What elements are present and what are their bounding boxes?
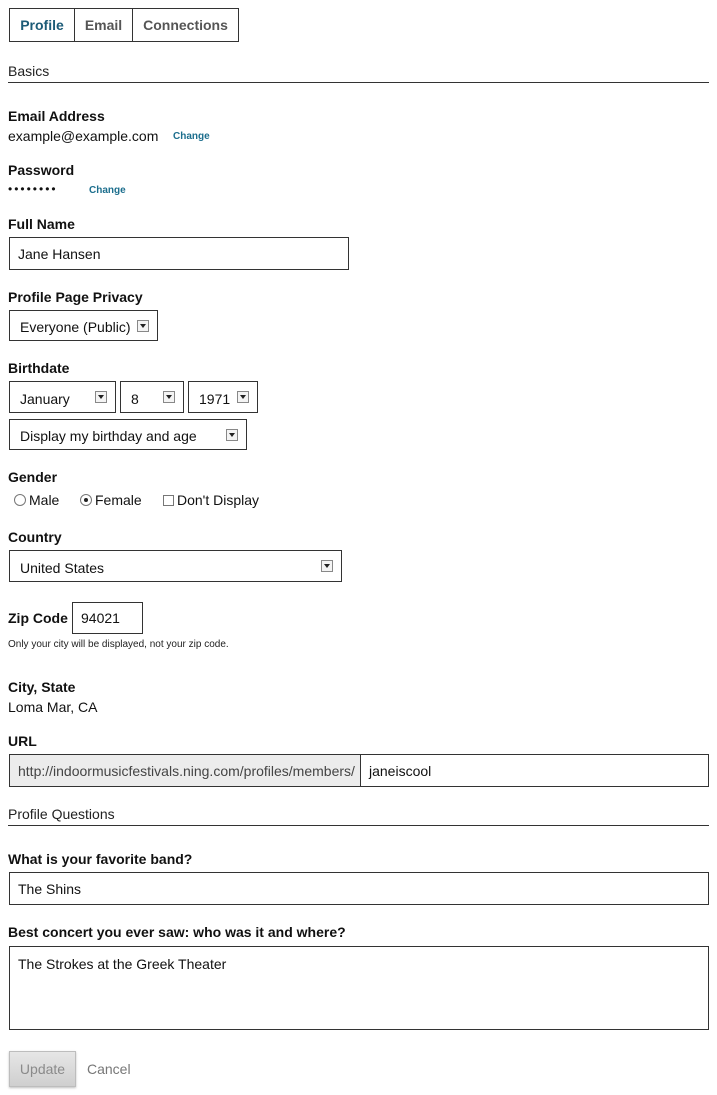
privacy-select-value: Everyone (Public) <box>20 319 131 335</box>
favorite-band-input[interactable]: The Shins <box>9 872 709 905</box>
chevron-down-icon <box>226 429 238 441</box>
zip-input[interactable]: 94021 <box>72 602 143 634</box>
email-change-link[interactable]: Change <box>173 131 210 142</box>
url-label: URL <box>8 733 37 749</box>
questions-section-title: Profile Questions <box>8 806 115 822</box>
male-label: Male <box>29 492 60 508</box>
basics-section-title: Basics <box>8 63 50 79</box>
tab-profile[interactable]: Profile <box>20 17 64 33</box>
birth-day-value: 8 <box>131 390 139 407</box>
tab-email[interactable]: Email <box>74 9 132 41</box>
male-radio[interactable] <box>14 494 26 506</box>
questions-divider <box>8 825 709 826</box>
chevron-down-icon <box>237 391 249 403</box>
zip-label: Zip Code <box>8 610 68 626</box>
update-button[interactable]: Update <box>9 1051 76 1087</box>
password-mask: •••••••• <box>8 182 58 196</box>
email-label: Email Address <box>8 108 105 124</box>
cancel-link[interactable]: Cancel <box>87 1061 131 1077</box>
password-label: Password <box>8 162 75 178</box>
birthday-display-select[interactable] <box>9 419 247 450</box>
birthdate-label: Birthdate <box>8 360 70 376</box>
birth-day-select[interactable] <box>120 381 184 413</box>
birth-year-select[interactable] <box>188 381 258 413</box>
dont-display-label: Don't Display <box>177 492 260 508</box>
email-value: example@example.com <box>8 128 159 144</box>
dont-display-checkbox[interactable] <box>163 495 174 506</box>
question-favorite-band-label: What is your favorite band? <box>8 851 193 867</box>
password-change-link[interactable]: Change <box>89 185 126 196</box>
chevron-down-icon <box>321 560 333 572</box>
gender-dont-display-option[interactable] <box>163 492 259 508</box>
gender-male-option[interactable] <box>14 492 59 508</box>
gender-label: Gender <box>8 469 58 485</box>
chevron-down-icon <box>137 320 149 332</box>
female-label: Female <box>95 492 142 508</box>
birth-month-select[interactable] <box>9 381 116 413</box>
birth-year-value: 1971 <box>199 390 231 407</box>
chevron-down-icon <box>163 391 175 403</box>
city-label: City, State <box>8 679 76 695</box>
privacy-label: Profile Page Privacy <box>8 289 143 305</box>
best-concert-textarea[interactable]: The Strokes at the Greek Theater <box>9 946 709 1030</box>
fullname-input[interactable]: Jane Hansen <box>9 237 349 270</box>
fullname-label: Full Name <box>8 216 75 232</box>
basics-divider <box>8 82 709 83</box>
url-prefix: http://indoormusicfestivals.ning.com/profiles/members/ <box>9 754 361 787</box>
chevron-down-icon <box>95 391 107 403</box>
question-best-concert-label: Best concert you ever saw: who was it and where? <box>8 924 346 940</box>
country-value: United States <box>20 559 105 576</box>
privacy-select[interactable] <box>9 310 158 341</box>
url-input[interactable]: janeiscool <box>360 754 709 787</box>
tab-connections[interactable]: Connections <box>132 9 238 41</box>
country-select[interactable] <box>9 550 342 582</box>
zip-note: Only your city will be displayed, not your zip code. <box>8 639 229 650</box>
female-radio[interactable] <box>80 494 92 506</box>
country-label: Country <box>8 529 62 545</box>
city-value: Loma Mar, CA <box>8 699 98 715</box>
birthday-display-value: Display my birthday and age <box>20 428 197 444</box>
profile-tabs <box>9 8 239 42</box>
birth-month-value: January <box>20 390 70 407</box>
gender-female-option[interactable] <box>80 492 142 508</box>
